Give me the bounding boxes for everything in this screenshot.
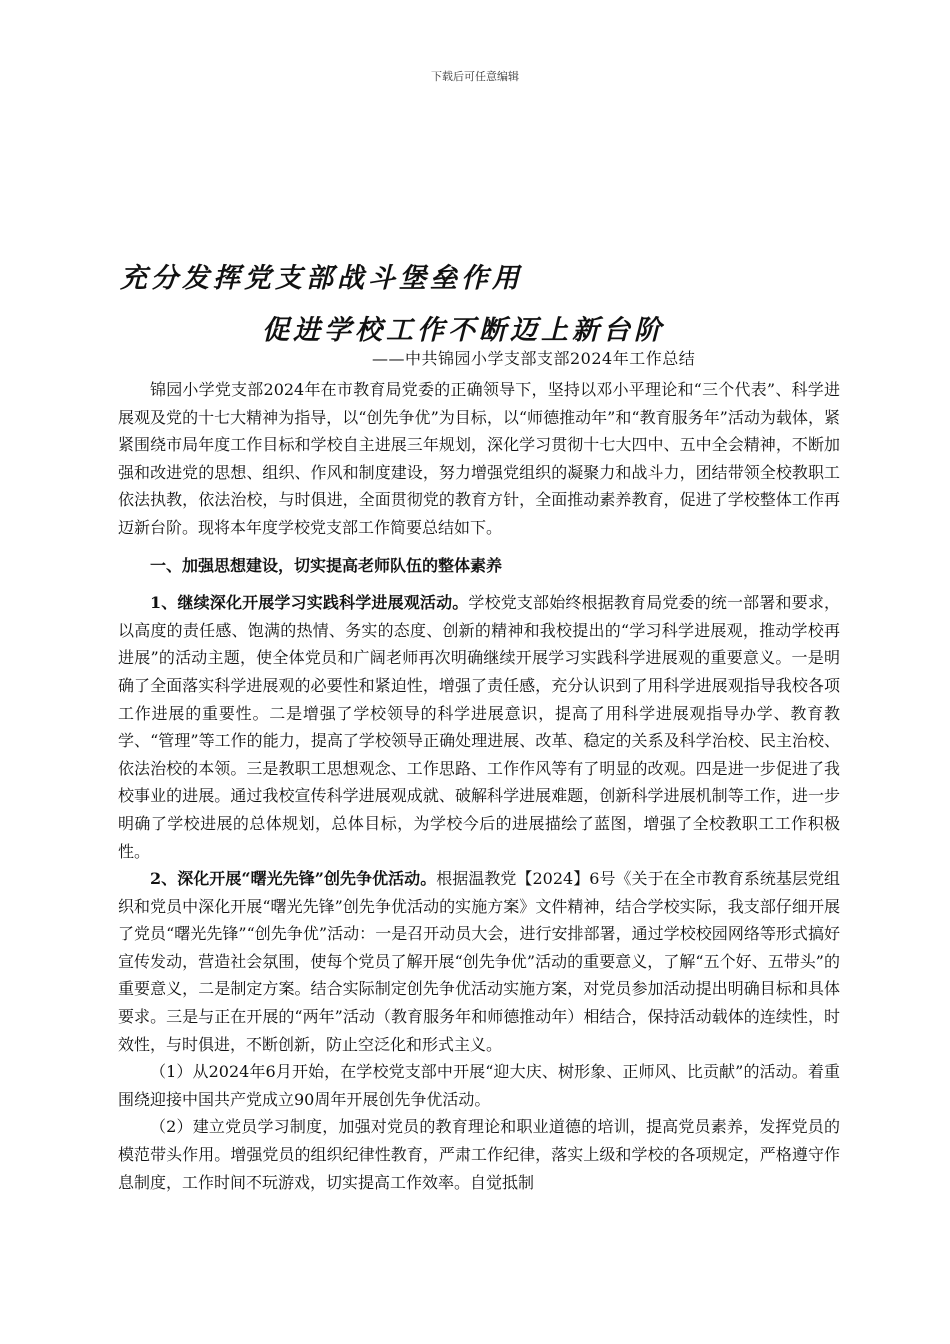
item-paragraph-2	[118, 865, 840, 1058]
intro-paragraph: 锦园小学党支部2024年在市教育局党委的正确领导下，坚持以邓小平理论和“三个代表”、科学进展观及党的十七大精神为指导，以“创先争优”为目标，以“师德推动年”和“教育服务年”活动为载体，紧紧围绕市局年度工作目标和学校自主进展三年规划，深化学习贯彻十七大四中、五中全会精神，不断加强和改进党的思想、组织、作风和制度建设，努力增强党组织的凝聚力和战斗力，团结带领全校教职工依法执教，依法治校，与时俱进，全面贯彻党的教育方针，全面推动素养教育，促进了学校整体工作再迈新台阶。现将本年度学校党支部工作简要总结如下。	[118, 380, 840, 537]
document-title-line1: 充分发挥党支部战斗堡垒作用	[120, 263, 523, 294]
item-body-1: 学校党支部始终根据教育局党委的统一部署和要求，以高度的责任感、饱满的热情、务实的态度、创新的精神和我校提出的“学习科学进展观，推动学校再进展”的活动主题，使全体党员和广阔老师再次明确继续开展学习实践科学进展观的重要意义。一是明确了全面落实科学进展观的必要性和紧迫性，增强了责任感，充分认识到了用科学进展观指导我校各项工作进展的重要性。二是增强了学校领导的科学进展意识，提高了用科学进展观指导办学、教育教学、“管理”等工作的能力，提高了学校领导正确处理进展、改革、稳定的关系及科学治校、民主治校、依法治校的本领。三是教职工思想观念、工作思路、工作作风等有了明显的改观。四是进一步促进了我校事业的进展。通过我校宣传科学进展观成就、破解科学进展难题，创新科学进展机制等工作，进一步明确了学校进展的总体规划，总体目标，为学校今后的进展描绘了蓝图，增强了全校教职工工作积极性。	[118, 593, 840, 861]
item-lead-1: 1、继续深化开展学习实践科学进展观活动。	[150, 593, 469, 613]
document-title-line2: 促进学校工作不断迈上新台阶	[262, 315, 665, 346]
item-paragraph-1	[118, 589, 840, 865]
item-lead-2: 2、深化开展“曙光先锋”创先争优活动。	[150, 869, 437, 889]
document-body	[118, 376, 840, 1196]
sub-paragraph-2: （2）建立党员学习制度，加强对党员的教育理论和职业道德的培训，提高党员素养，发挥党员的模范带头作用。增强党员的组织纪律性教育，严肃工作纪律，落实上级和学校的各项规定，严格遵守作息制度，工作时间不玩游戏，切实提高工作效率。自觉抵制	[118, 1117, 840, 1192]
sub-paragraph-1: （1）从2024年6月开始，在学校党支部中开展“迎大庆、树形象、正师风、比贡献”的活动。着重围绕迎接中国共产党成立90周年开展创先争优活动。	[118, 1062, 840, 1109]
section-heading-1: 一、加强思想建设，切实提高老师队伍的整体素养	[150, 555, 503, 575]
header-note: 下载后可任意编辑	[431, 70, 519, 83]
item-body-2: 根据温教党【2024】6号《关于在全市教育系统基层党组织和党员中深化开展“曙光先锋”创先争优活动的实施方案》文件精神，结合学校实际，我支部仔细开展了党员“曙光先锋”“创先争优”活动：一是召开动员大会，进行安排部署，通过学校校园网络等形式搞好宣传发动，营造社会氛围，使每个党员了解开展“创先争优”活动的重要意义，了解“五个好、五带头”的重要意义，二是制定方案。结合实际制定创先争优活动实施方案，对党员参加活动提出明确目标和具体要求。三是与正在开展的“两年”活动（教育服务年和师德推动年）相结合，保持活动载体的连续性，时效性，与时俱进，不断创新，防止空泛化和形式主义。	[118, 869, 840, 1054]
document-subtitle: ——中共锦园小学支部支部2024年工作总结	[372, 349, 696, 368]
